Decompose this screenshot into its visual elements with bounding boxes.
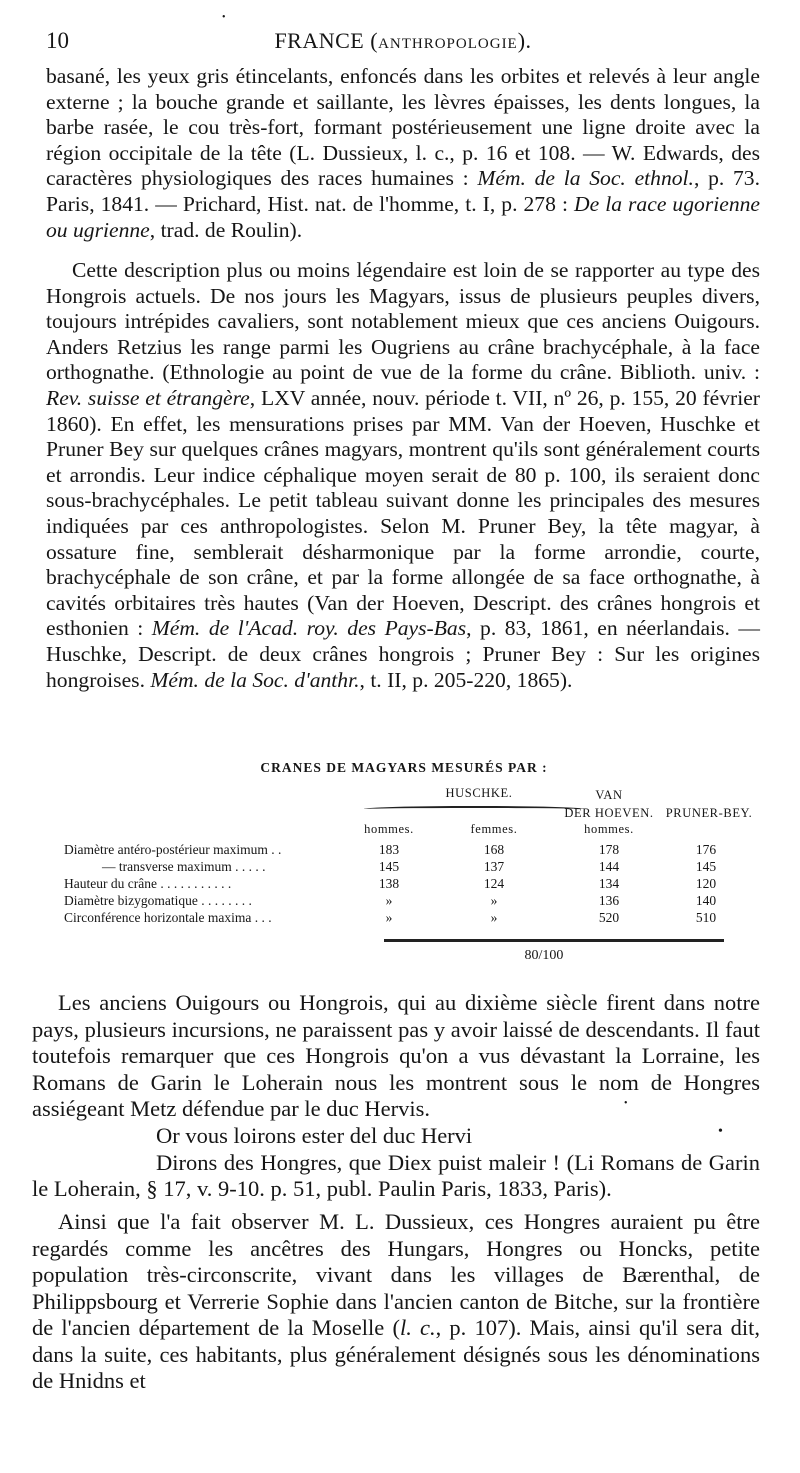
table-row <box>64 842 744 859</box>
cell-huschke-hommes: 183 <box>378 842 400 857</box>
print-speck: • <box>718 1124 723 1139</box>
column-group-huschke: HUSCHKE. <box>445 786 513 800</box>
text-run: , p. 73. Paris, 1841. — Prichard, Hist. nat. de l'homme, t. I, p. 278 : <box>46 166 760 216</box>
row-label: Diamètre bizygomatique . . . . . . . . <box>64 893 252 908</box>
citation-title: Mém. de l'Acad. roy. des Pays-Bas <box>151 616 467 641</box>
paragraph-ouigours: Les anciens Ouigours ou Hongrois, qui au dixième siècle firent dans notre pays, plusieurs incursions, ne paraissent pas y avoir laissé de descendants. Il faut toutefois remarquer que ces Hongrois qu'on a vus dévastant la Lorraine, les Romans de Garin le Loherain nous les montrent sous le nom de Hongres assiégeant Metz défendue par le duc Hervis. <box>32 990 760 1121</box>
cell-pruner-bey: 120 <box>695 876 717 891</box>
skull-measurement-table <box>64 760 753 975</box>
cell-huschke-hommes: 145 <box>378 859 400 874</box>
row-label: Circonférence horizontale maxima . . . <box>64 910 272 925</box>
verse-line-2: Dirons des Hongres, que Diex puist maleir ! (Li Romans de Garin le Loherain, § 17, v. 9-10. p. 51, publ. Paulin Paris, 1833, Paris). <box>32 1149 760 1201</box>
table-row <box>64 859 744 876</box>
cell-huschke-femmes: 124 <box>483 876 505 891</box>
cell-van-der-hoeven: 178 <box>598 842 620 857</box>
print-speck: • <box>222 12 226 23</box>
paragraph-hongres-moselle <box>32 1209 760 1395</box>
running-title-main: FRANCE ( <box>274 28 379 53</box>
page-number: 10 <box>46 28 69 53</box>
cell-van-der-hoeven: 134 <box>598 876 620 891</box>
text-run: Ainsi que l'a fait observer M. L. Dussieux, ces Hongres auraient pu être regardés comme les ancêtres des Hungars, Hongres ou Honcks, petite population très-circonscrite, vivant dans les villages de Bærenthal, de Philippsbourg et Verrerie Sophie dans l'ancien canton de Bitche, sur la frontière de l'ancien département de la Moselle ( <box>32 1209 760 1340</box>
running-title-end: ). <box>517 28 532 53</box>
print-speck: • <box>624 1098 628 1109</box>
table-row <box>64 910 744 927</box>
text-run: , p. 83, 1861, en néerlandais. — Huschke, Descript. de deux crânes hongrois ; Pruner Bey : Sur les origines hongroises. <box>46 616 760 692</box>
running-title-smallcaps: ANTHROPOLOGIE <box>378 36 518 52</box>
text-run: basané, les yeux gris étincelants, enfoncés dans les orbites et relevés à leur angle externe ; la bouche grande et saillante, les lèvres épaisses, les dents longues, la barbe rasée, le cou très-fort, formant postérieusement une ligne droite avec la région occipitale de la tête (L. Dussieux, l. c., p. 16 et 108. — W. Edwards, des caractères physiologiques des races humaines : <box>46 64 760 191</box>
text-run: , p. 107). Mais, ainsi qu'il sera dit, dans la suite, ces habitants, plus généralement désignés sous les dénominations de Hnidns et <box>32 1315 760 1393</box>
column-group-pruner: PRUNER-BEY. <box>665 806 753 820</box>
cell-pruner-bey: 145 <box>695 859 717 874</box>
verse-line-1: Or vous loirons ester del duc Hervi <box>156 1123 473 1148</box>
cell-huschke-hommes: » <box>385 910 393 925</box>
column-group-van-line2: DER HOEVEN. <box>564 806 654 820</box>
cell-pruner-bey: 176 <box>695 842 717 857</box>
table-row <box>64 893 744 910</box>
cell-van-der-hoeven: 144 <box>598 859 620 874</box>
row-label: Hauteur du crâne . . . . . . . . . . . <box>64 876 232 891</box>
citation-title: Rev. suisse et étrangère <box>46 385 250 410</box>
cell-huschke-femmes: 137 <box>483 859 505 874</box>
cell-huschke-femmes: 168 <box>483 842 505 857</box>
text-run: , LXV année, nouv. période t. VII, nº 26, p. 155, 20 février 1860). En effet, les mensurations prises par MM. Van der Hoeven, Huschke et Pruner Bey sur quelques crânes magyars, montrent qu'ils sont généralement courts et arrondis. Leur indice céphalique moyen serait de 80 p. 100, ils seraient donc sous-brachycéphales. Le petit tableau suivant donne les principales des mesures indiquées par ces anthropologistes. Selon M. Pruner Bey, la tête magyar, à ossature fine, semblerait désharmonique par la forme arrondie, courte, brachycéphale de son crâne, et par la forme allongée de sa face orthognathe, à cavités orbitaires très hautes (Van der Hoeven, Descript. des crânes hongrois et esthonien : <box>46 385 760 641</box>
running-title <box>46 28 760 54</box>
cell-pruner-bey: 510 <box>695 910 717 925</box>
table-row <box>64 876 744 893</box>
cell-huschke-hommes: 138 <box>378 876 400 891</box>
citation-title: Mém. de la Soc. d'anthr. <box>150 667 360 692</box>
text-run: , t. II, p. 205-220, 1865). <box>359 667 573 692</box>
column-group-van-line1: VAN <box>595 788 623 802</box>
text-run: Cette description plus ou moins légendaire est loin de se rapporter au type des Hongrois actuels. De nos jours les Magyars, issus de plusieurs peuples divers, toujours intrépides cavaliers, sont notablement mieux que ces anciens Ouigours. Anders Retzius les range parmi les Ougriens au crâne brachycéphale, à la face orthognathe. (Ethnologie au point de vue de la forme du crâne. Biblioth. univ. : <box>46 258 760 385</box>
cell-van-der-hoeven: 520 <box>598 910 620 925</box>
cell-pruner-bey: 140 <box>695 893 717 908</box>
cell-huschke-femmes: » <box>490 910 498 925</box>
verse-quotation <box>32 1123 760 1203</box>
column-hommes-huschke: hommes. <box>364 822 414 836</box>
citation-abbrev: l. c. <box>399 1315 436 1340</box>
citation-title: De la race ugorienne ou ugrienne <box>46 191 760 242</box>
cell-huschke-hommes: » <box>385 893 393 908</box>
row-label: — transverse maximum . . . . . <box>102 859 266 874</box>
paragraph-description-footnote <box>46 64 760 243</box>
cephalic-index-ratio: 80/100 <box>524 948 564 963</box>
paragraph-modern-magyars <box>46 258 760 693</box>
citation-title: Mém. de la Soc. ethnol. <box>477 166 694 191</box>
cell-van-der-hoeven: 136 <box>598 893 620 908</box>
text-run: , trad. de Roulin). <box>149 217 303 242</box>
column-hommes-van: hommes. <box>584 822 634 836</box>
table-bottom-rule <box>384 939 724 942</box>
column-femmes-huschke: femmes. <box>470 822 518 836</box>
page-header <box>46 28 760 64</box>
row-label: Diamètre antéro-postérieur maximum . . <box>64 842 282 857</box>
table-caption: CRANES DE MAGYARS MESURÉS PAR : <box>260 760 548 775</box>
cell-huschke-femmes: » <box>490 893 498 908</box>
